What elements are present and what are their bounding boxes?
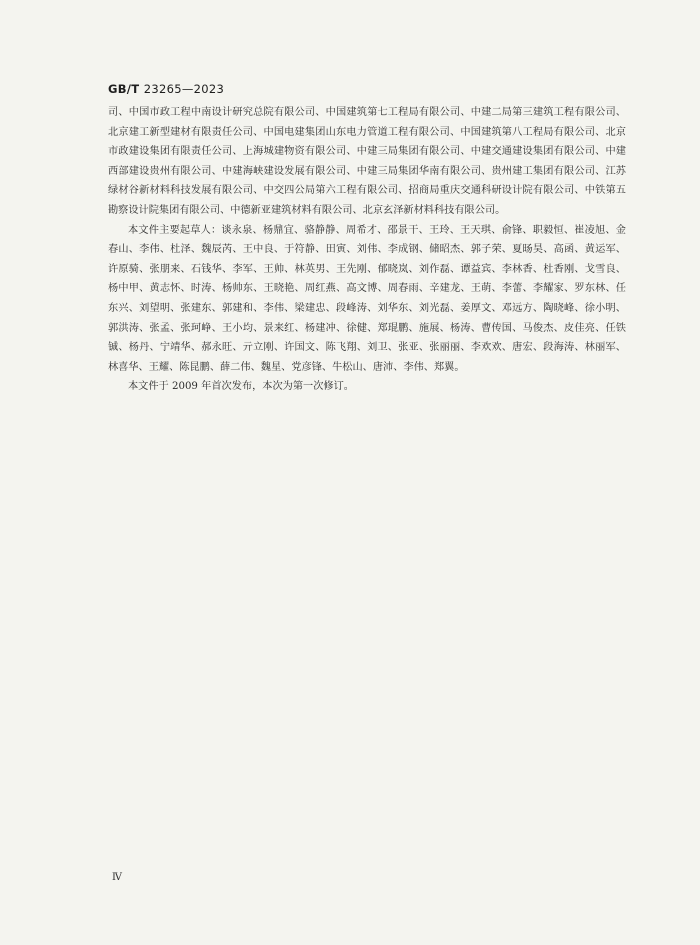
document-body bbox=[108, 103, 626, 397]
drafters-paragraph: 本文件主要起草人：谈永泉、杨鼎宜、骆静静、周希才、邵景干、王玲、王天琪、俞锋、职毅恒、崔凌旭、金春山、李伟、杜泽、魏辰芮、王中良、于符静、田寅、刘伟、李成钢、储昭杰、郭子荣、夏旸昊、高函、黄运军、许原骑、张朋来、石钱华、李军、王帅、林英男、王先刚、郁晓岚、刘作磊、谭益宾、李林香、杜香刚、戈雪良、杨中甲、黄志怀、时涛、杨帅东、王晓艳、周红燕、高文博、周春雨、辛建龙、王萌、李蕾、李耀家、罗东林、任东兴、刘望明、张建东、郭建和、李伟、梁建忠、段峰涛、刘华东、刘光磊、姜厚文、邓远方、陶晓峰、徐小明、郭洪涛、张孟、张珂峥、王小均、景来红、杨建冲、徐健、郑琨鹏、施展、杨涛、曹传国、马俊杰、皮佳亮、任铁铖、杨丹、宁靖华、郝永旺、亓立刚、许国文、陈飞翔、刘卫、张亚、张丽丽、李欢欢、唐宏、段海涛、林丽军、林喜华、王耀、陈昆鹏、薛二伟、魏星、党彦锋、牛松山、唐沛、李伟、郑翼。 bbox=[108, 224, 626, 373]
standard-code-number: 23265—2023 bbox=[143, 82, 225, 96]
revision-note: 本文件于 2009 年首次发布，本次为第一次修订。 bbox=[128, 381, 354, 393]
standard-code bbox=[108, 82, 224, 96]
page-number: Ⅳ bbox=[112, 872, 122, 883]
drafting-units-continued: 司、中国市政工程中南设计研究总院有限公司、中国建筑第七工程局有限公司、中建二局第三建筑工程有限公司、北京建工新型建材有限责任公司、中国电建集团山东电力管道工程有限公司、中国建筑第八工程局有限公司、北京市政建设集团有限责任公司、上海城建物资有限公司、中建三局集团有限公司、中建交通建设集团有限公司、中建西部建设贵州有限公司、中建海峡建设发展有限公司、中建三局集团华南有限公司、贵州建工集团有限公司、江苏绿材谷新材料科技发展有限公司、中交四公局第六工程有限公司、招商局重庆交通科研设计院有限公司、中铁第五勘察设计院集团有限公司、中德新亚建筑材料有限公司、北京玄泽新材料科技有限公司。 bbox=[108, 107, 626, 216]
standard-code-prefix: GB/T bbox=[108, 82, 140, 96]
